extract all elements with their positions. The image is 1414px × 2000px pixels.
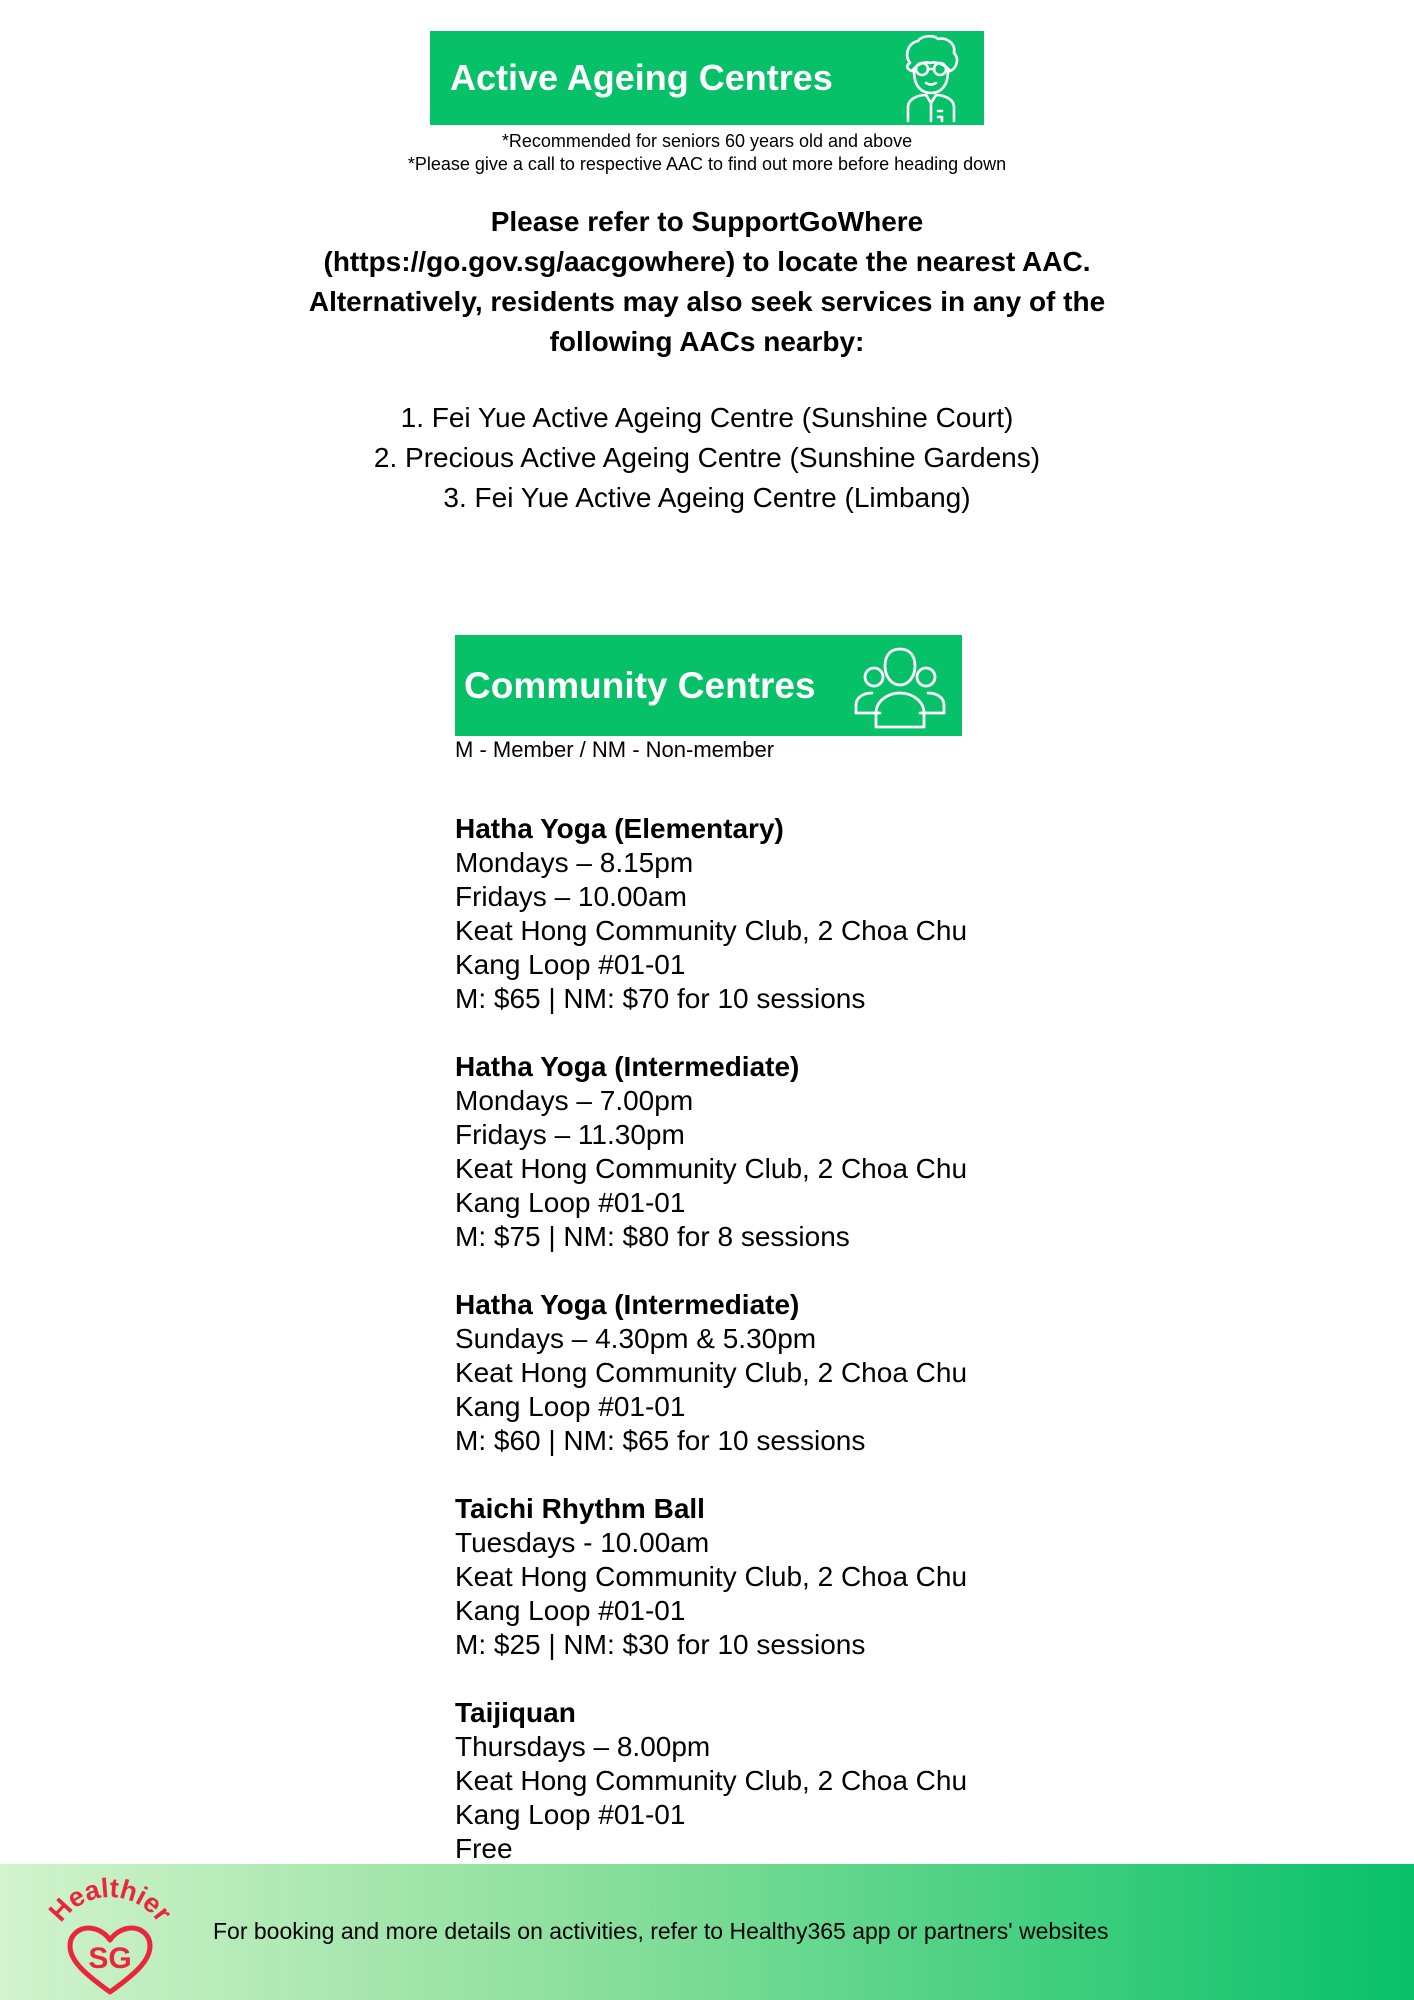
- activity-line: M: $65 | NM: $70 for 10 sessions: [455, 983, 866, 1014]
- group-people-icon: [850, 641, 950, 731]
- activity-title: Taijiquan: [455, 1697, 576, 1728]
- healthier-sg-logo: [40, 1868, 180, 1998]
- svg-text:Healthier: [43, 1873, 178, 1928]
- aac-banner: [430, 31, 984, 125]
- activity-line: Keat Hong Community Club, 2 Choa Chu: [455, 1357, 968, 1388]
- aac-centre-list: [0, 398, 1414, 518]
- activity-line: Kang Loop #01-01: [455, 1187, 686, 1218]
- activity-line: Free: [455, 1833, 513, 1864]
- member-legend: M - Member / NM - Non-member: [455, 737, 775, 762]
- footer-text: For booking and more details on activities, refer to Healthy365 app or partners' websites: [213, 1918, 1109, 1944]
- activity-title: Hatha Yoga (Intermediate): [455, 1051, 800, 1082]
- aac-intro-line: (https://go.gov.sg/aacgowhere) to locate the nearest AAC.: [323, 246, 1091, 277]
- activity-title: Hatha Yoga (Intermediate): [455, 1289, 800, 1320]
- aac-intro-line: Please refer to SupportGoWhere: [490, 206, 924, 237]
- logo-healthier-text: Healthier: [42, 1872, 178, 1928]
- activity-line: Keat Hong Community Club, 2 Choa Chu: [455, 1561, 968, 1592]
- logo-sg-text: SG: [88, 1942, 132, 1975]
- activity-line: Kang Loop #01-01: [455, 1799, 686, 1830]
- aac-title: Active Ageing Centres: [450, 57, 833, 98]
- activity-line: Tuesdays - 10.00am: [455, 1527, 710, 1558]
- activity-line: Mondays – 7.00pm: [455, 1085, 694, 1116]
- elderly-person-icon: [886, 33, 976, 123]
- activity-item: [455, 1696, 1015, 1866]
- activity-line: M: $60 | NM: $65 for 10 sessions: [455, 1425, 866, 1456]
- activity-item: [455, 1492, 1015, 1662]
- activity-line: Thursdays – 8.00pm: [455, 1731, 711, 1762]
- activity-line: Kang Loop #01-01: [455, 1595, 686, 1626]
- activity-line: Keat Hong Community Club, 2 Choa Chu: [455, 915, 968, 946]
- cc-banner: [455, 635, 962, 736]
- aac-centre-item: 1. Fei Yue Active Ageing Centre (Sunshine Court): [400, 402, 1014, 433]
- activity-line: Kang Loop #01-01: [455, 1391, 686, 1422]
- aac-notes: [0, 130, 1414, 176]
- activity-item: [455, 1288, 1015, 1458]
- footer: [0, 1864, 1414, 2000]
- activity-line: Sundays – 4.30pm & 5.30pm: [455, 1323, 817, 1354]
- aac-note: *Recommended for seniors 60 years old and above: [501, 131, 913, 151]
- activity-item: [455, 1050, 1015, 1254]
- activity-item: [455, 812, 1015, 1016]
- aac-centre-item: 3. Fei Yue Active Ageing Centre (Limbang): [443, 482, 971, 513]
- activity-line: M: $25 | NM: $30 for 10 sessions: [455, 1629, 866, 1660]
- aac-intro-line: following AACs nearby:: [549, 326, 865, 357]
- aac-centre-item: 2. Precious Active Ageing Centre (Sunshine Gardens): [373, 442, 1041, 473]
- activity-title: Hatha Yoga (Elementary): [455, 813, 784, 844]
- activity-line: M: $75 | NM: $80 for 8 sessions: [455, 1221, 850, 1252]
- activity-line: Mondays – 8.15pm: [455, 847, 694, 878]
- activity-line: Keat Hong Community Club, 2 Choa Chu: [455, 1153, 968, 1184]
- activity-line: Kang Loop #01-01: [455, 949, 686, 980]
- activity-line: Keat Hong Community Club, 2 Choa Chu: [455, 1765, 968, 1796]
- activity-title: Taichi Rhythm Ball: [455, 1493, 705, 1524]
- cc-title: Community Centres: [464, 664, 816, 706]
- activity-line: Fridays – 10.00am: [455, 881, 687, 912]
- aac-intro-line: Alternatively, residents may also seek services in any of the: [308, 286, 1106, 317]
- aac-intro: [0, 202, 1414, 362]
- activity-line: Fridays – 11.30pm: [455, 1119, 685, 1150]
- aac-note: *Please give a call to respective AAC to find out more before heading down: [407, 154, 1007, 174]
- activity-list: [455, 812, 1015, 1900]
